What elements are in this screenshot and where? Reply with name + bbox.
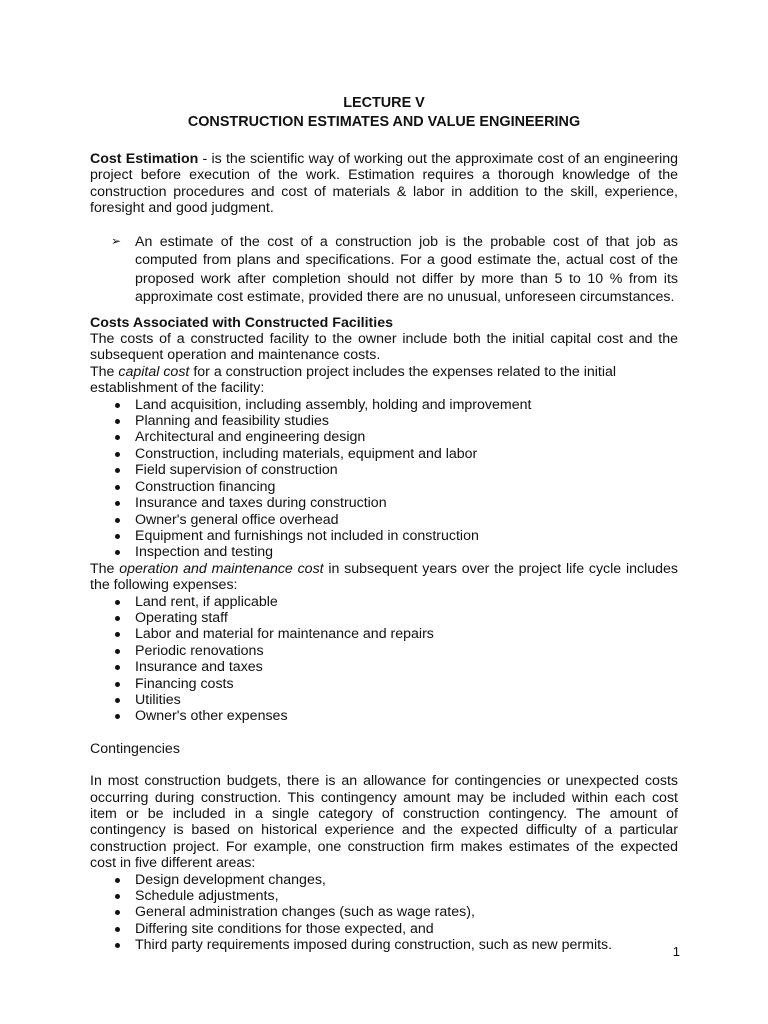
capital-cost-term: capital cost	[118, 363, 190, 380]
list-item: Owner's general office overhead	[90, 512, 678, 528]
contingencies-list	[90, 872, 678, 954]
list-item: Labor and material for maintenance and repairs	[90, 626, 678, 642]
lecture-number: LECTURE V	[343, 95, 425, 111]
om-cost-term: operation and maintenance cost	[119, 560, 324, 577]
list-item: Construction financing	[90, 479, 678, 495]
list-item: Periodic renovations	[90, 643, 678, 659]
estimate-note	[90, 233, 678, 307]
om-cost-list	[90, 594, 678, 725]
arrow-bullet-icon: ➢	[111, 233, 122, 248]
list-item: Planning and feasibility studies	[90, 413, 678, 429]
list-item: Architectural and engineering design	[90, 429, 678, 445]
contingencies-paragraph: In most construction budgets, there is an allowance for contingencies or unexpected costs occurring during construction. This contingency amount may be included within each cost item or be included in a single category of construction contingency. The amount of contingency is based on historical experience and the expected difficulty of a particular construction project. For example, one construction firm makes estimates of the expected cost in five different areas:	[90, 773, 678, 872]
list-item: Third party requirements imposed during construction, such as new permits.	[90, 937, 678, 953]
page-content	[90, 94, 678, 954]
list-item: Equipment and furnishings not included in construction	[90, 528, 678, 544]
costs-intro-paragraph: The costs of a constructed facility to the owner include both the initial capital cost and the subsequent operation and maintenance costs.	[90, 331, 678, 364]
list-item: Owner's other expenses	[90, 708, 678, 724]
list-item: Financing costs	[90, 676, 678, 692]
cost-estimation-term: Cost Estimation	[90, 151, 199, 167]
list-item: Land acquisition, including assembly, holding and improvement	[90, 397, 678, 413]
list-item: Design development changes,	[90, 872, 678, 888]
list-item: Utilities	[90, 692, 678, 708]
cost-estimation-definition: - is the scientific way of working out the approximate cost of an engineering project before execution of the work. Estimation requires a thorough knowledge of the construction procedures and cost of materials & labor in addition to the skill, experience, foresight and good judgment.	[90, 151, 678, 217]
estimate-note-text: An estimate of the cost of a construction job is the probable cost of that job as computed from plans and specifications. For a good estimate the, actual cost of the proposed work after completion should not differ by more than 5 to 10 % from its approximate cost estimate, provided there are no unusual, unforeseen circumstances.	[135, 233, 678, 306]
costs-section-heading: Costs Associated with Constructed Facilities	[90, 314, 393, 331]
list-item: Land rent, if applicable	[90, 594, 678, 610]
list-item: Schedule adjustments,	[90, 888, 678, 904]
list-item: Insurance and taxes during construction	[90, 495, 678, 511]
list-item: Inspection and testing	[90, 544, 678, 560]
capital-cost-paragraph: The capital cost for a construction project includes the expenses related to the initial establishment of the facility:	[90, 363, 617, 397]
list-item: General administration changes (such as wage rates),	[90, 904, 678, 920]
list-item: Construction, including materials, equipment and labor	[90, 446, 678, 462]
list-item: Field supervision of construction	[90, 462, 678, 478]
page-number: 1	[672, 944, 680, 959]
capital-cost-list	[90, 397, 678, 561]
list-item: Insurance and taxes	[90, 659, 678, 675]
contingencies-heading: Contingencies	[90, 740, 180, 757]
document-title: CONSTRUCTION ESTIMATES AND VALUE ENGINEERING	[187, 114, 581, 130]
om-cost-paragraph: The operation and maintenance cost in subsequent years over the project life cycle includes the following expenses:	[90, 560, 678, 594]
list-item: Operating staff	[90, 610, 678, 626]
list-item: Differing site conditions for those expected, and	[90, 921, 678, 937]
cost-estimation-paragraph	[90, 151, 678, 217]
